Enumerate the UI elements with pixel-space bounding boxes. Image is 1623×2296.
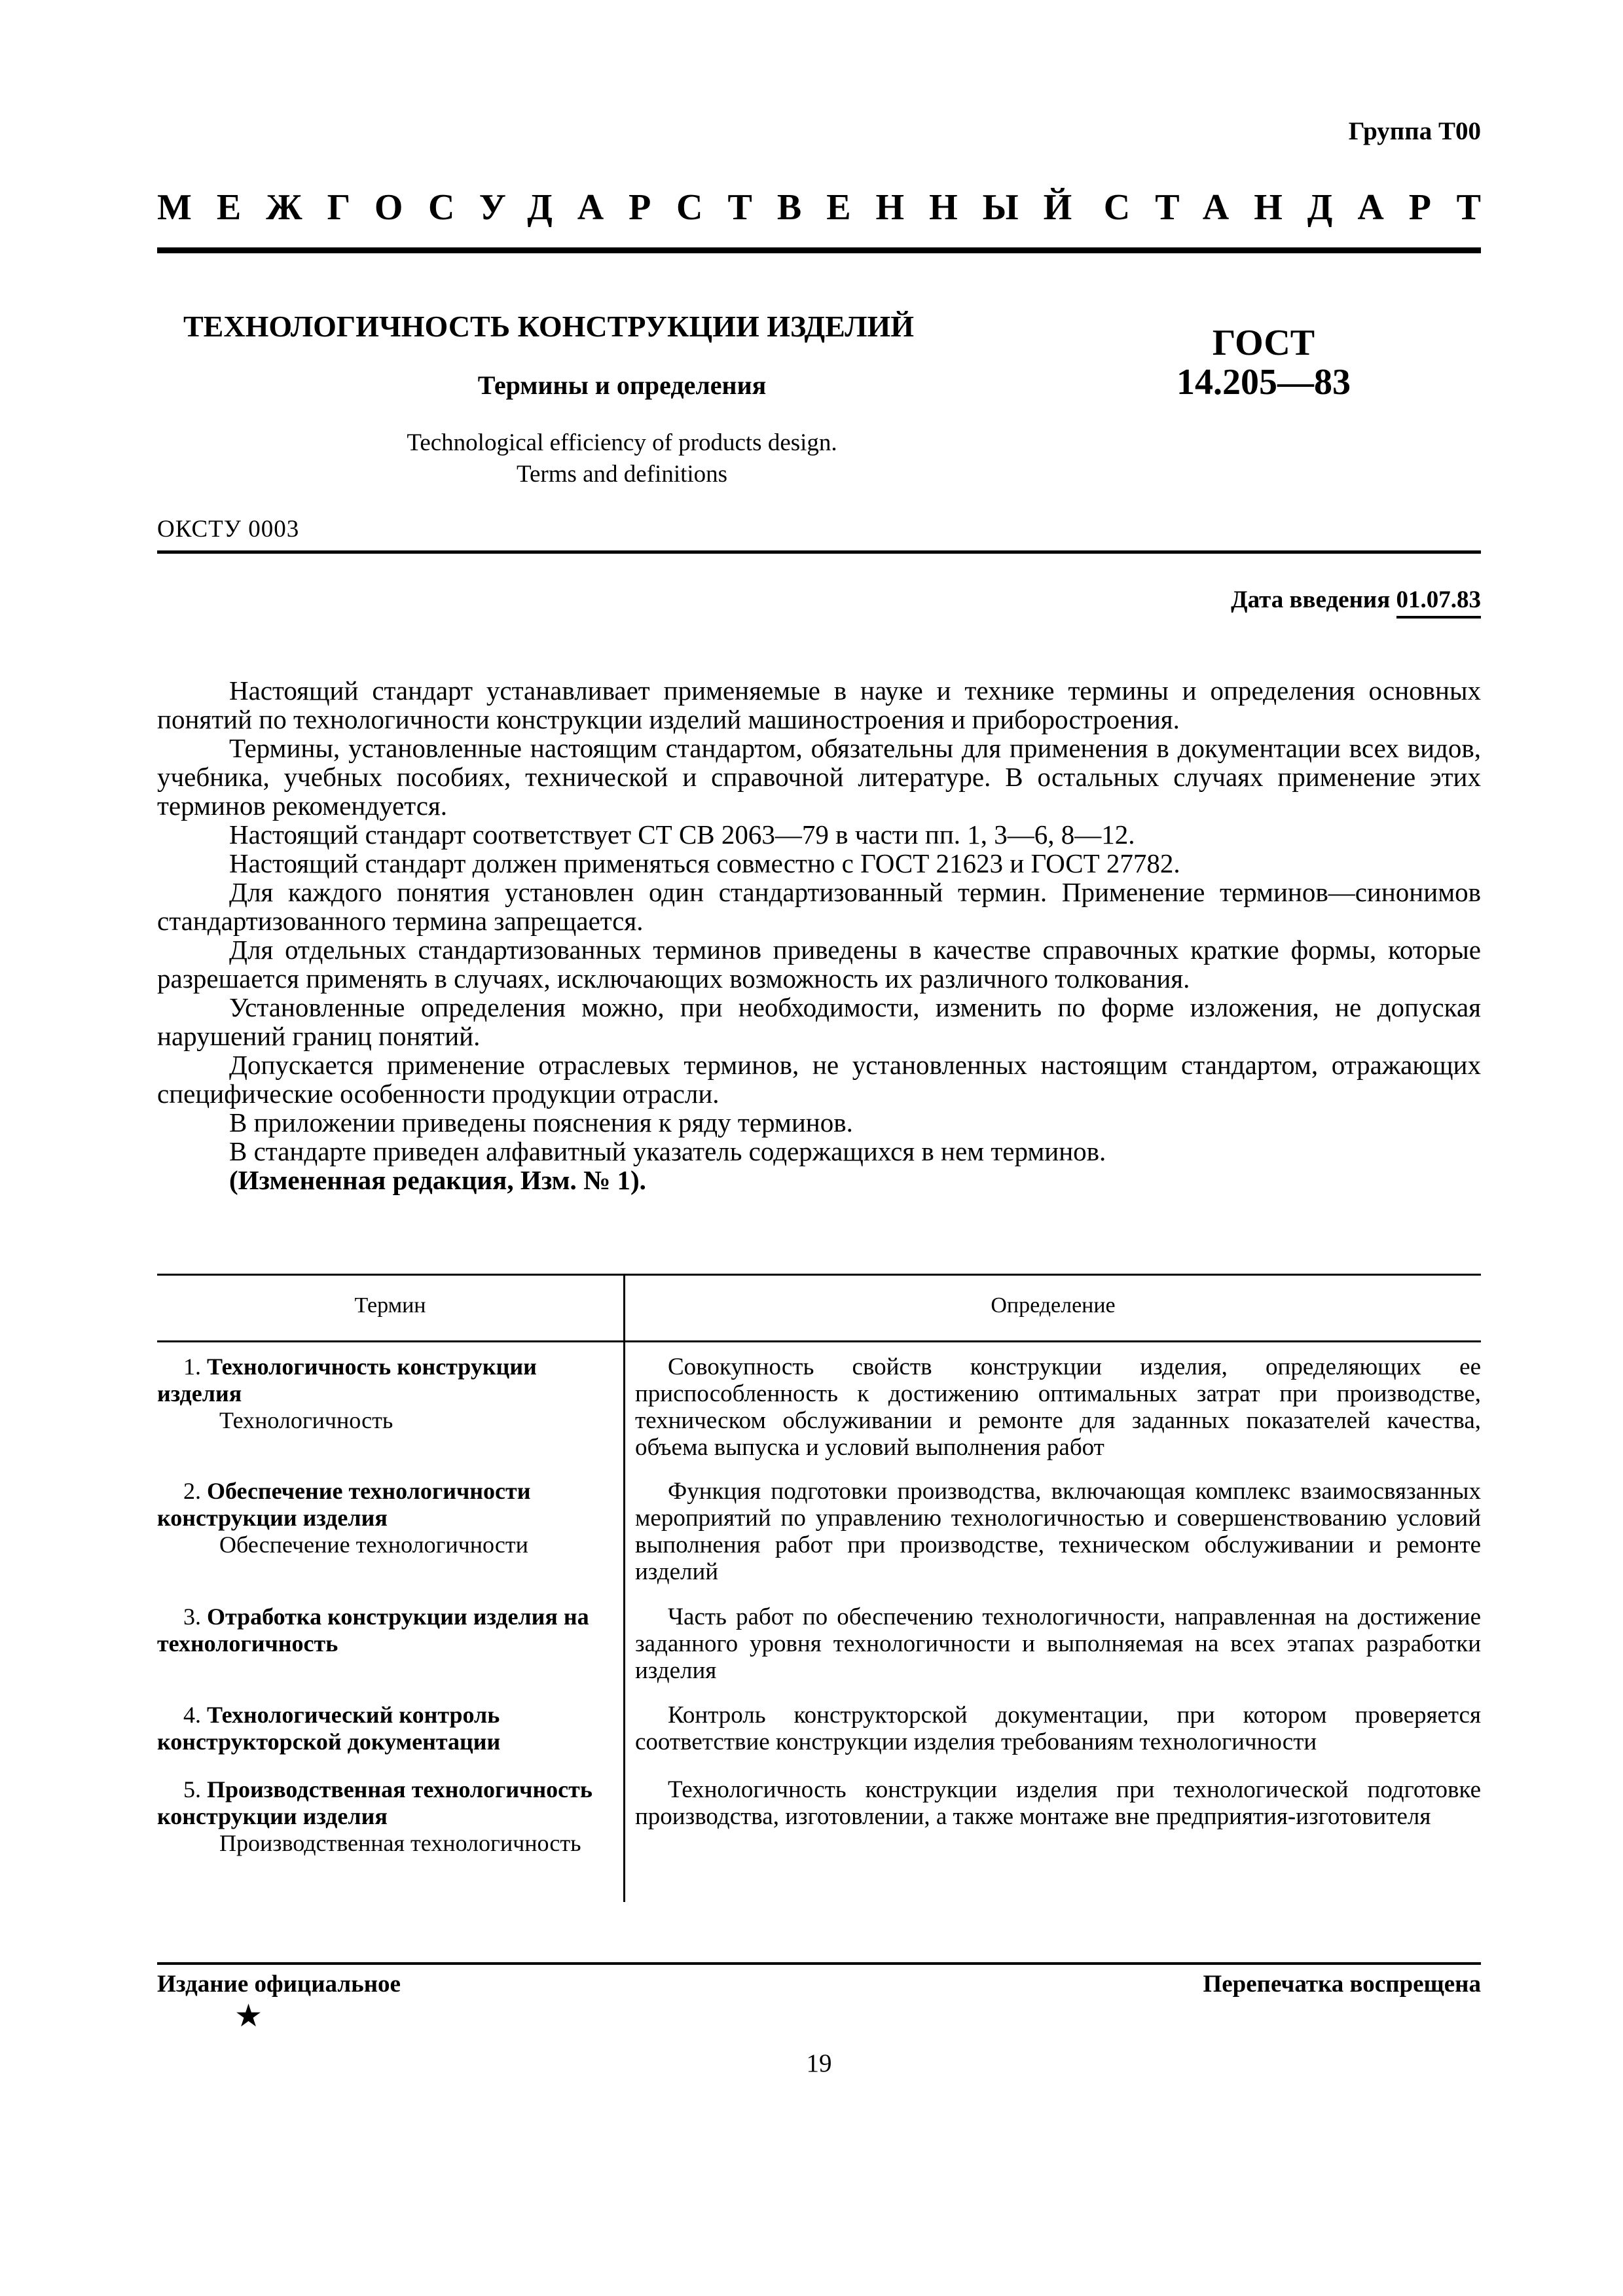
page-number: 19: [806, 2049, 832, 2077]
definition-cell: Функция подготовки производства, включающая комплекс взаимосвязанных мероприятий по управлению технологичностью и совершенствованию условий выполнения работ при производстве, техническом обслуживании и ремонте изделий: [635, 1478, 1481, 1585]
term-cell: [157, 1776, 609, 1857]
intro-paragraph: Для отдельных стандартизованных терминов приведены в качестве справочных краткие формы, которые разрешается применять в случаях, исключающих возможность их различного толкования.: [157, 935, 1481, 994]
intro-paragraph: Для каждого понятия установлен один стандартизованный термин. Применение терминов—синонимов стандартизованного термина запрещается.: [157, 877, 1481, 936]
star-icon: ★: [234, 1999, 263, 2034]
intro-paragraph: Термины, установленные настоящим стандартом, обязательны для применения в документации всех видов, учебника, учебных пособиях, технической и справочной литературе. В остальных случаях применение этих терминов рекомендуется.: [157, 733, 1481, 821]
intro-text: [157, 676, 1481, 1194]
term-name: Технологический контроль конструкторской документации: [157, 1702, 501, 1755]
term-cell: [157, 1702, 609, 1755]
term-short-form: Производственная технологичность: [219, 1830, 581, 1856]
intro-paragraph: В приложении приведены пояснения к ряду терминов.: [229, 1107, 853, 1138]
document-page: [157, 0, 1506, 2296]
date-value: 01.07.83: [1396, 586, 1482, 619]
document-title: ТЕХНОЛОГИЧНОСТЬ КОНСТРУКЦИИ ИЗДЕЛИЙ: [183, 310, 915, 343]
column-header-definition: Определение: [991, 1293, 1116, 1318]
introduction-date: [1231, 586, 1481, 614]
term-number: 1.: [183, 1354, 201, 1380]
intro-paragraph: Настоящий стандарт устанавливает применяемые в науке и технике термины и определения основных понятий по технологичности конструкции изделий машиностроения и приборостроения.: [157, 675, 1481, 734]
intro-paragraph: Настоящий стандарт должен применяться совместно с ГОСТ 21623 и ГОСТ 27782.: [229, 848, 1180, 878]
intro-paragraph: Установленные определения можно, при необходимости, изменить по форме изложения, не допуская нарушений границ понятий.: [157, 992, 1481, 1051]
standard-header-word1: МЕЖГОСУДАРСТВЕННЫЙ: [157, 187, 1097, 228]
intro-paragraph: Допускается применение отраслевых терминов, не установленных настоящим стандартом, отражающих специфические особенности продукции отрасли.: [157, 1050, 1481, 1109]
term-number: 5.: [183, 1776, 201, 1803]
edition-label: Издание официальное: [157, 1971, 401, 1998]
term-number: 4.: [183, 1702, 201, 1728]
term-short-form: Обеспечение технологичности: [219, 1532, 528, 1558]
standard-header-word2: СТАНДАРТ: [1103, 187, 1506, 228]
definition-cell: Контроль конструкторской документации, при котором проверяется соответствие конструкции изделия требованиям технологичности: [635, 1702, 1481, 1755]
header-divider: [157, 247, 1481, 253]
okstu-code: ОКСТУ 0003: [157, 516, 300, 543]
table-column-divider: [623, 1274, 625, 1902]
term-name: Производственная технологичность конструкции изделия: [157, 1776, 593, 1829]
footer-divider: [157, 1962, 1481, 1965]
amendment-note: (Измененная редакция, Изм. № 1).: [229, 1165, 646, 1195]
terms-table: [157, 1274, 1481, 1902]
document-subtitle: Термины и определения: [477, 370, 767, 400]
definition-cell: Часть работ по обеспечению технологичности, направленная на достижение заданного уровня технологичности и выполняемая на всех этапах разработки изделия: [635, 1604, 1481, 1684]
english-title-line1: Technological efficiency of products design.: [407, 429, 837, 456]
term-cell: [157, 1354, 609, 1434]
gost-label: ГОСТ: [1212, 323, 1315, 363]
term-cell: [157, 1604, 609, 1657]
intro-paragraph: В стандарте приведен алфавитный указатель содержащихся в нем терминов.: [229, 1136, 1106, 1166]
definition-cell: Технологичность конструкции изделия при технологической подготовке производства, изготовлении, а также монтаже вне предприятия-изготовителя: [635, 1776, 1481, 1830]
term-number: 2.: [183, 1478, 201, 1504]
okstu-divider: [157, 550, 1481, 554]
table-header-rule: [157, 1340, 1481, 1342]
intro-paragraph: Настоящий стандарт соответствует СТ СВ 2063—79 в части пп. 1, 3—6, 8—12.: [229, 819, 1135, 850]
group-label: Группа Т00: [1348, 117, 1481, 145]
english-title-line2: Terms and definitions: [516, 461, 728, 488]
english-title: [157, 427, 1087, 490]
term-cell: [157, 1478, 609, 1558]
term-name: Обеспечение технологичности конструкции изделия: [157, 1478, 531, 1531]
term-short-form: Технологичность: [219, 1407, 393, 1433]
gost-designation: [1126, 323, 1401, 402]
standard-header: [157, 187, 1506, 228]
date-label: Дата введения: [1231, 586, 1391, 613]
definition-cell: Совокупность свойств конструкции изделия, определяющих ее приспособленность к достижению оптимальных затрат при производстве, техническом обслуживании и ремонте для заданных показателей качества, объема выпуска и условий выполнения работ: [635, 1354, 1481, 1461]
reprint-notice: Перепечатка воспрещена: [1203, 1971, 1481, 1998]
gost-number: 14.205—83: [1176, 362, 1351, 403]
table-top-rule: [157, 1274, 1481, 1276]
term-name: Технологичность конструкции изделия: [157, 1354, 537, 1407]
column-header-term: Термин: [354, 1293, 426, 1318]
term-number: 3.: [183, 1604, 201, 1630]
term-name: Отработка конструкции изделия на технологичность: [157, 1604, 589, 1657]
